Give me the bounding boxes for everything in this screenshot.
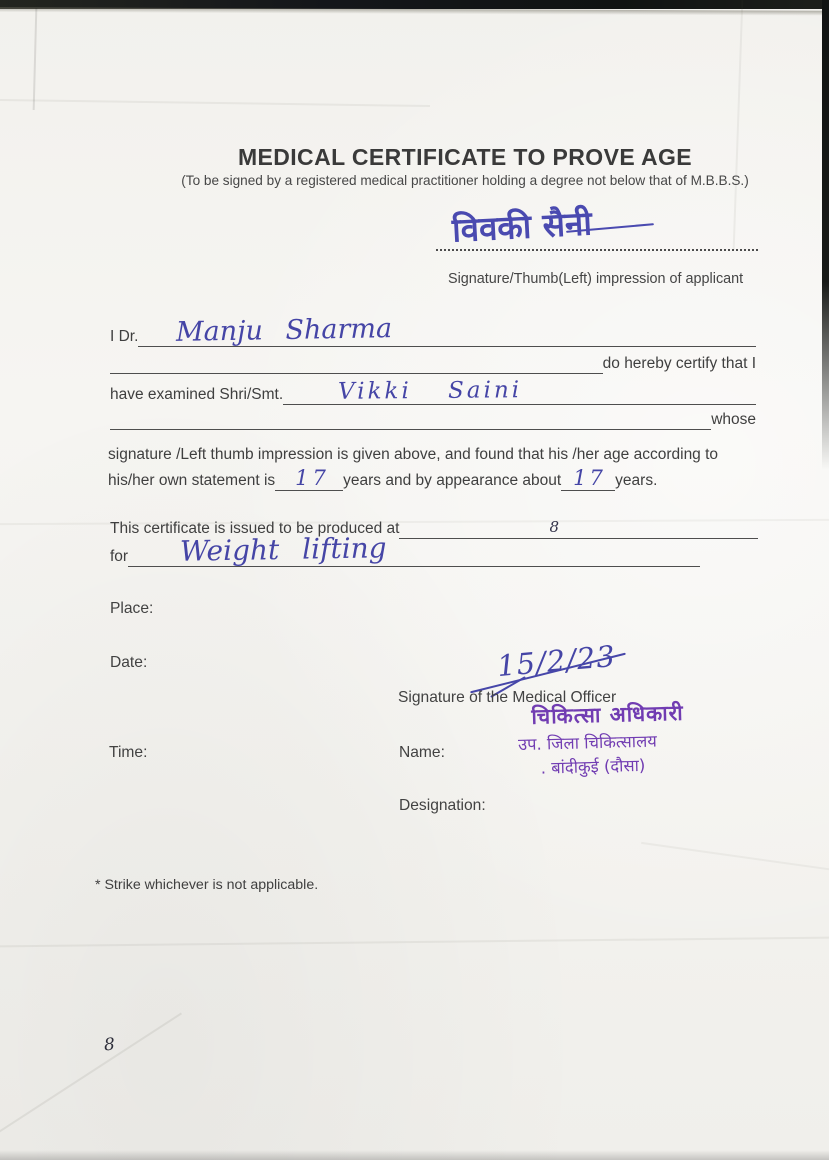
certificate-title: MEDICAL CERTIFICATE TO PROVE AGE	[237, 144, 693, 170]
whose-text: whose	[711, 411, 756, 428]
applicant-name-blank	[283, 377, 756, 405]
stamp-line-3: . बांदीकुई (दौसा)	[540, 755, 646, 778]
form-line-purpose	[110, 531, 700, 568]
for-label: for	[110, 548, 129, 565]
stated-age-handwriting: 17	[295, 466, 330, 490]
stray-pen-mark: 8	[103, 1034, 116, 1056]
designation-label: Designation:	[399, 797, 486, 814]
produced-at-mark-handwriting: 8	[549, 518, 560, 536]
purpose-blank	[128, 531, 700, 568]
impression-text: signature /Left thumb impression is given above, and found that his /her age according to	[108, 446, 719, 463]
applicant-signature-dotted-line	[436, 230, 758, 251]
form-line-examined	[110, 377, 756, 405]
form-line-certify	[110, 349, 756, 374]
empty-blank	[110, 350, 603, 374]
produced-at-blank	[399, 515, 758, 539]
paper-crease	[641, 842, 829, 880]
statement-prefix: his/her own statement is	[108, 472, 276, 489]
doctor-name-blank	[138, 313, 756, 348]
paper-bottom-edge-shadow	[0, 1150, 829, 1160]
paper-crease	[0, 937, 829, 948]
paper-crease	[0, 1013, 182, 1140]
certificate-subtitle: (To be signed by a registered medical practitioner holding a degree not below that of M.B.B.S.)	[181, 173, 749, 188]
applicant-name-handwriting: Vikki Saini	[338, 377, 523, 405]
name-label: Name:	[399, 744, 445, 761]
stamp-line-2: उप. जिला चिकित्सालय	[517, 731, 658, 755]
footnote: * Strike whichever is not applicable.	[95, 877, 319, 893]
scan-edge-right	[822, 0, 829, 470]
date-label: Date:	[110, 654, 148, 671]
stamp-line-1: चिकित्सा अधिकारी	[531, 700, 684, 729]
produced-at-label: This certificate is issued to be produced at	[110, 520, 400, 537]
form-line-doctor	[110, 313, 756, 348]
i-dr-label: I Dr.	[110, 328, 139, 345]
office-stamp	[517, 699, 685, 779]
paper-corner-fold	[33, 8, 38, 110]
applicant-signature-handwriting: विवकी सैनी	[451, 203, 593, 250]
form-line-ages	[108, 466, 768, 491]
apparent-age-handwriting: 17	[573, 466, 606, 490]
statement-suffix: years.	[615, 472, 658, 489]
examined-label: have examined Shri/Smt.	[110, 386, 284, 403]
apparent-age-blank	[561, 467, 615, 491]
stated-age-blank	[275, 467, 343, 491]
paper-crease	[733, 0, 744, 250]
place-label: Place:	[110, 600, 154, 617]
form-line-whose	[110, 405, 756, 430]
statement-middle: years and by appearance about	[343, 472, 562, 489]
doctor-name-handwriting: Manju Sharma	[176, 313, 393, 348]
time-label: Time:	[109, 744, 148, 761]
form-line-impression	[108, 440, 768, 465]
officer-signature-handwriting: 15/2/23	[495, 638, 618, 684]
purpose-handwriting: Weight lifting	[179, 531, 387, 568]
paper-crease	[0, 99, 430, 107]
empty-blank	[110, 406, 711, 430]
certify-text: do hereby certify that I	[602, 355, 756, 372]
officer-signature-caption: Signature of the Medical Officer	[398, 689, 617, 706]
applicant-signature-caption: Signature/Thumb(Left) impression of applicant	[448, 271, 744, 287]
